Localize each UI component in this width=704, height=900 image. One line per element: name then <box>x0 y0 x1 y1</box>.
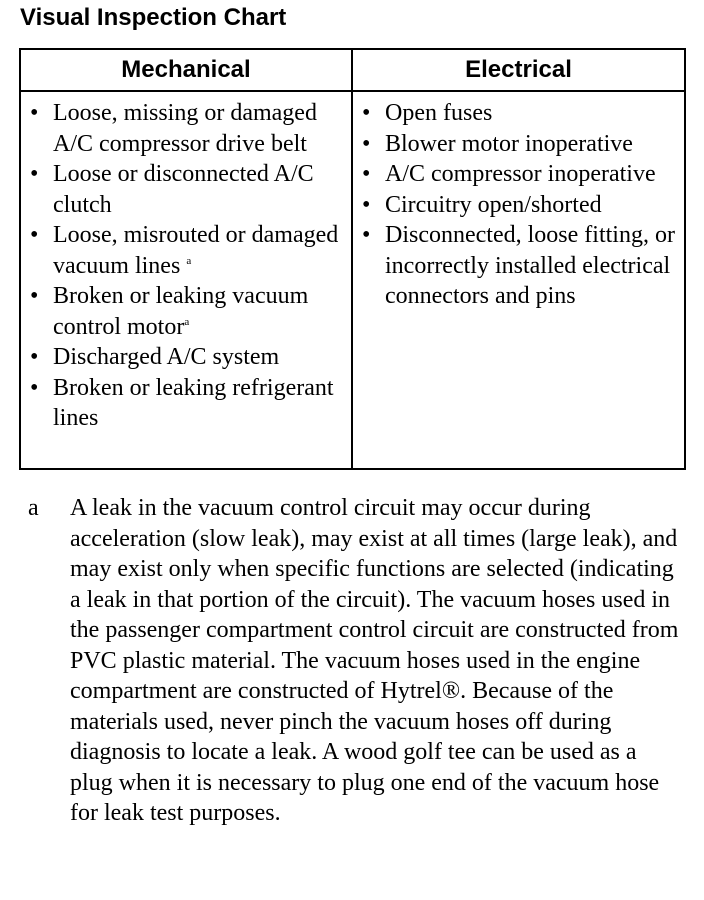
bullet-icon: • <box>362 130 371 157</box>
list-item <box>361 220 680 312</box>
item-text: Broken or leaking vacuum control motor <box>53 283 309 340</box>
items-row <box>20 91 685 469</box>
item-text: Loose, misrouted or damaged vacuum lines <box>53 222 339 279</box>
list-item <box>29 342 347 373</box>
item-text: Discharged A/C system <box>53 344 280 370</box>
list-item <box>361 98 680 129</box>
list-item <box>361 159 680 190</box>
list-item <box>29 281 347 342</box>
mechanical-header: Mechanical <box>20 49 352 91</box>
electrical-header: Electrical <box>352 49 685 91</box>
chart-title: Visual Inspection Chart <box>20 4 287 31</box>
footnote-ref: a <box>186 254 192 267</box>
item-text: A/C compressor inoperative <box>385 161 656 187</box>
footnote-ref: a <box>184 315 190 328</box>
footnote <box>28 493 684 829</box>
bullet-icon: • <box>362 161 371 187</box>
list-item <box>29 159 347 220</box>
inspection-table <box>19 48 686 470</box>
list-item <box>361 190 680 221</box>
mechanical-cell <box>20 91 352 469</box>
bullet-icon: • <box>30 374 39 401</box>
item-text: Loose or disconnected A/C clutch <box>53 161 314 218</box>
mechanical-list <box>29 98 347 434</box>
bullet-icon: • <box>362 100 371 126</box>
electrical-list <box>361 98 680 312</box>
item-text: Broken or leaking refrigerant lines <box>53 374 334 431</box>
item-text: Circuitry open/shorted <box>385 191 602 218</box>
header-row <box>20 49 685 91</box>
bullet-icon: • <box>30 100 39 126</box>
item-text: Disconnected, loose fitting, or incorrectly installed electrical connectors and pins <box>385 222 675 309</box>
bullet-icon: • <box>30 283 39 309</box>
item-text: Blower motor inoperative <box>385 130 633 157</box>
footnote-marker: a <box>28 495 39 521</box>
list-item <box>29 98 347 159</box>
bullet-icon: • <box>362 191 371 218</box>
item-text: Open fuses <box>385 100 493 126</box>
list-item <box>361 129 680 160</box>
list-item <box>29 373 347 434</box>
footnote-text: A leak in the vacuum control circuit may occur during acceleration (slow leak), may exist at all times (large leak), and may exist only when specific functions are selected (indicating a leak in that portion of the circuit). The vacuum hoses used in the passenger compartment control circuit are constructed from PVC plastic material. The vacuum hoses used in the engine compartment are constructed of Hytrel®. Because of the materials used, never pinch the vacuum hoses off during diagnosis to locate a leak. A wood golf tee can be used as a plug when it is necessary to plug one end of the vacuum hose for leak test purposes. <box>70 495 679 826</box>
bullet-icon: • <box>30 222 39 248</box>
item-text: Loose, missing or damaged A/C compressor drive belt <box>53 100 317 157</box>
bullet-icon: • <box>30 344 39 370</box>
bullet-icon: • <box>362 222 371 248</box>
bullet-icon: • <box>30 161 39 187</box>
electrical-cell <box>352 91 685 469</box>
list-item <box>29 220 347 281</box>
